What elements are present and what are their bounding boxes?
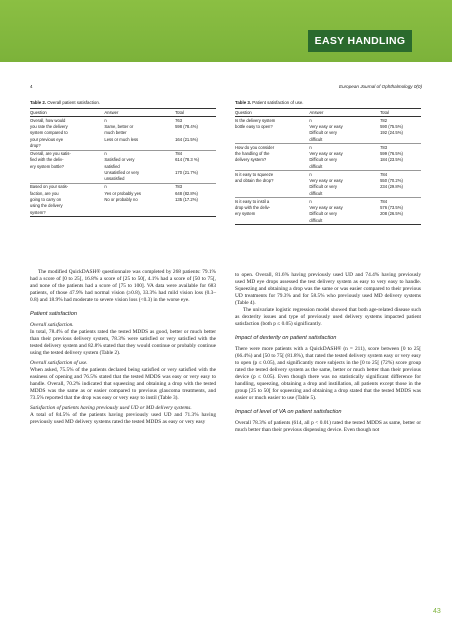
table-header-cell: Answer xyxy=(309,109,380,117)
table-2-caption: Table 2. Overall patient satisfaction. xyxy=(30,100,100,105)
table-cell: 599 (76.5%) xyxy=(380,151,403,157)
table-row xyxy=(30,176,216,184)
table-row xyxy=(235,157,421,163)
table-cell: How do you consider xyxy=(235,144,275,150)
table-cell: Is it easy to squeeze xyxy=(235,171,274,177)
table-cell: ery system xyxy=(235,211,256,217)
table-header-cell: Question xyxy=(30,109,104,117)
table-cell: Is it easy to instil a xyxy=(235,198,270,204)
table-cell xyxy=(175,176,216,184)
paragraph xyxy=(30,322,216,357)
table-cell: 208 (26.5%) xyxy=(380,211,403,217)
table-cell: 783 xyxy=(380,144,388,150)
table-cell: Satisfied or very xyxy=(104,157,135,163)
table-cell: Is the delivery system xyxy=(235,117,276,123)
table-cell: Unsatisfied or very xyxy=(104,169,140,175)
table-cell: difficult xyxy=(309,136,380,144)
table-cell: and obtain the drop? xyxy=(235,178,274,184)
table-cell xyxy=(235,163,309,171)
table-cell: satisfied xyxy=(104,163,120,169)
table-cell xyxy=(380,136,421,144)
table-header-cell: Total xyxy=(175,109,216,117)
table-row xyxy=(30,209,216,217)
body-column-left xyxy=(30,269,216,426)
table-row xyxy=(235,123,421,129)
journal-name: European Journal of Ophthalmology 0(0) xyxy=(339,84,422,89)
journal-page xyxy=(30,84,422,433)
table-cell: 763 xyxy=(175,117,183,123)
table-3-caption: Table 3. Patient satisfaction of use. xyxy=(235,100,304,105)
table-cell: 598 (78.4%) xyxy=(175,124,198,130)
table-cell: n xyxy=(104,151,107,157)
table-row xyxy=(235,205,421,211)
table-cell: 784 xyxy=(380,198,388,204)
banner-title: EASY HANDLING xyxy=(308,30,412,52)
table-row xyxy=(235,136,421,144)
table-cell: fied with the deliv- xyxy=(30,157,64,163)
table-cell: Same, better or xyxy=(104,124,134,130)
table-row xyxy=(235,217,421,225)
table-cell xyxy=(175,142,216,150)
table-cell: No or probably no xyxy=(104,196,138,202)
table-row xyxy=(30,142,216,150)
table-cell: 783 xyxy=(175,184,183,190)
table-cell: drop with the deliv- xyxy=(235,205,271,211)
table-row xyxy=(235,151,421,157)
table-cell: difficult xyxy=(309,190,380,198)
table-cell: bottle easy to open? xyxy=(235,124,273,130)
table-cell: Overall, are you satis- xyxy=(30,151,71,157)
table-cell: 550 (70.2%) xyxy=(380,178,403,184)
table-row xyxy=(235,198,421,205)
table-cell: using the delivery xyxy=(30,203,63,209)
table-row xyxy=(235,178,421,184)
table-row xyxy=(30,196,216,202)
table-cell: 784 xyxy=(380,171,388,177)
table-cell: system compared to xyxy=(30,130,68,136)
page-number-footer: 43 xyxy=(433,608,441,615)
body-column-right xyxy=(235,269,421,434)
table-cell xyxy=(175,209,216,217)
subsection-heading: Satisfaction of patients having previously used UD or MD delivery systems. xyxy=(30,405,192,411)
section-heading: Impact of dexterity on patient satisfaction xyxy=(235,335,337,341)
table-cell xyxy=(380,217,421,225)
paragraph xyxy=(235,272,421,307)
table-cell: Difficult or very xyxy=(309,184,338,190)
table-cell: 184 (23.5%) xyxy=(380,157,403,163)
table-cell xyxy=(380,190,421,198)
table-cell: 192 (24.5%) xyxy=(380,130,403,136)
table-cell: n xyxy=(104,184,107,190)
table-row xyxy=(30,183,216,190)
table-cell: delivery system? xyxy=(235,157,267,163)
table-row xyxy=(235,144,421,151)
table-cell: 590 (75.5%) xyxy=(380,124,403,130)
table-cell: 170 (21.7%) xyxy=(175,169,198,175)
table-cell: Very easy or easy xyxy=(309,151,343,157)
paragraph xyxy=(30,269,216,304)
table-cell: n xyxy=(309,117,312,123)
table-cell: 135 (17.2%) xyxy=(175,196,198,202)
table-3 xyxy=(235,100,421,225)
table-cell: n xyxy=(309,171,312,177)
page-number-header: 4 xyxy=(30,84,33,89)
section-banner xyxy=(0,0,452,62)
table-2-grid xyxy=(30,108,216,217)
table-cell xyxy=(380,163,421,171)
paragraph-text: The univariate logistic regression model showed that both age-related disease such as dexterity issues and type of previously used delivery systems impacted patient satisfaction (both p ≤ 0.05) significantly. xyxy=(235,307,421,327)
table-cell: 576 (73.5%) xyxy=(380,205,403,211)
table-cell: 648 (82.8%) xyxy=(175,190,198,196)
section-heading: Impact of level of VA on patient satisfaction xyxy=(235,409,342,415)
paragraph xyxy=(235,307,421,328)
paragraph-text: A total of 84.5% of the patients having previously used UD and 71.3% having previously used MD delivery systems rated the tested MDDS as easy or very easy xyxy=(30,412,216,425)
table-cell: Very easy or easy xyxy=(309,205,343,211)
table-cell: the handling of the xyxy=(235,151,270,157)
table-cell: 234 (29.8%) xyxy=(380,184,403,190)
subsection-heading: Overall satisfaction. xyxy=(30,322,74,328)
table-cell: faction, are you xyxy=(30,190,59,196)
table-row xyxy=(30,157,216,163)
table-cell: Based on your satis- xyxy=(30,184,69,190)
table-row xyxy=(235,163,421,171)
table-cell: n xyxy=(309,198,312,204)
paragraph-text: The modified QuickDASH® questionnaire was completed by 268 patients: 79.1% had a score of [0 to 25[, 16.8% a score of [25 to 50[, 4.1% had a score of [50 to 75[, and none of the patients had a score of [75 to 100]. VA data were available for 683 patients, of those 47.9% had normal vision (≥0.8), 33.3% had mild vision loss (0.3–0.8) and 18.9% had moderate to severe vision loss (<0.3) in the worse eye. xyxy=(30,269,216,303)
table-cell: Yes or probably yes xyxy=(104,190,142,196)
table-cell: your previous eye xyxy=(30,136,64,142)
table-cell: much better xyxy=(104,130,127,136)
table-cell: Difficult or very xyxy=(309,211,338,217)
table-row xyxy=(30,136,216,142)
paragraph-text: When asked, 75.5% of the patients declared being satisfied or very satisfied with the easiness of opening and 76.5% stated that the tested MDDS was easy or very easy to handle. Overall, 70.2% indicated that squeezing and obtaining a drop with the tested MDDS was the same as or easier compared to previous glaucoma treatments, and 73.5% reported that the drop was easy or very easy to instil (Table 3). xyxy=(30,367,216,401)
table-header-cell: Answer xyxy=(104,109,175,117)
table-row xyxy=(30,190,216,196)
paragraph xyxy=(30,405,216,426)
table-cell: 614 (78.3 %) xyxy=(175,157,200,163)
table-cell: unsatisfied xyxy=(104,176,175,184)
table-cell: you rate the delivery xyxy=(30,124,68,130)
table-cell xyxy=(30,176,104,184)
table-cell: system? xyxy=(30,209,104,217)
table-cell: 782 xyxy=(380,117,388,123)
table-cell: n xyxy=(309,144,312,150)
table-row xyxy=(235,171,421,178)
table-cell: difficult xyxy=(309,217,380,225)
paragraph-text: Overall 78.3% of patients (614, all p < 0.01) rated the tested MDDS as same, better or much better than their previous dispensing device. Even though not xyxy=(235,420,421,433)
table-2 xyxy=(30,100,216,217)
table-cell xyxy=(104,209,175,217)
table-cell xyxy=(235,136,309,144)
paragraph xyxy=(235,346,421,402)
table-cell: difficult xyxy=(309,163,380,171)
subsection-heading: Overall satisfaction of use. xyxy=(30,360,88,366)
table-cell xyxy=(104,142,175,150)
table-header-cell: Total xyxy=(380,109,421,117)
paragraph xyxy=(30,360,216,402)
table-cell xyxy=(235,217,309,225)
table-cell: Overall, how would xyxy=(30,117,66,123)
table-row xyxy=(30,117,216,124)
table-cell: Less or much less xyxy=(104,136,139,142)
table-cell: Very easy or easy xyxy=(309,124,343,130)
table-header-cell: Question xyxy=(235,109,309,117)
table-3-grid xyxy=(235,108,421,225)
table-cell: ery system bottle? xyxy=(30,163,64,169)
paragraph-text: There were more patients with a QuickDASH® (n = 211), score between [0 to 25[ (66.4%) and [50 to 75[ (81.8%), that rated the tested delivery system easy or very easy to open (p ≤ 0.05), and significantly more subjects in the [0 to 25[ (72%) score group rated the tested delivery system as the same, better or much better than their previous device (p ≤ 0.05). Even though there was no statistically significant difference for handling, squeezing, obtaining a drop and instillation, all patients except those in the group [25 to 50[ for squeezing and obtaining a drop stated that the tested MDDS was easier or much easier to use (Table 5). xyxy=(235,346,421,401)
table-row xyxy=(30,150,216,157)
table-cell: 164 (21.5%) xyxy=(175,136,198,142)
table-row xyxy=(235,190,421,198)
table-cell: going to carry on xyxy=(30,196,62,202)
running-head xyxy=(30,84,422,92)
table-cell: Difficult or very xyxy=(309,130,338,136)
section-heading: Patient satisfaction xyxy=(30,311,77,317)
table-row xyxy=(30,123,216,129)
paragraph xyxy=(235,420,421,434)
table-cell xyxy=(235,190,309,198)
table-cell: drop? xyxy=(30,142,104,150)
table-cell: Difficult or very xyxy=(309,157,338,163)
paragraph-text: In total, 78.4% of the patients rated the tested MDDS as good, better or much better than their previous delivery system, 78.3% were satisfied or very satisfied with the tested delivery system and 82.8% stated that they would continue or probably continue using the tested delivery system (Table 2). xyxy=(30,329,216,356)
table-cell: 784 xyxy=(175,151,183,157)
table-cell: n xyxy=(104,117,107,123)
table-cell: Very easy or easy xyxy=(309,178,343,184)
table-row xyxy=(235,117,421,124)
paragraph-text: to open. Overall, 81.6% having previously used UD and 74.4% having previously used MD eye drops assessed the test delivery system as easy to very easy to handle. Squeezing and obtaining a drop was the same or was easier compared to their previous UD treatments for 79.3% and for 58.5% who previously used MD delivery systems (Table 4). xyxy=(235,272,421,306)
